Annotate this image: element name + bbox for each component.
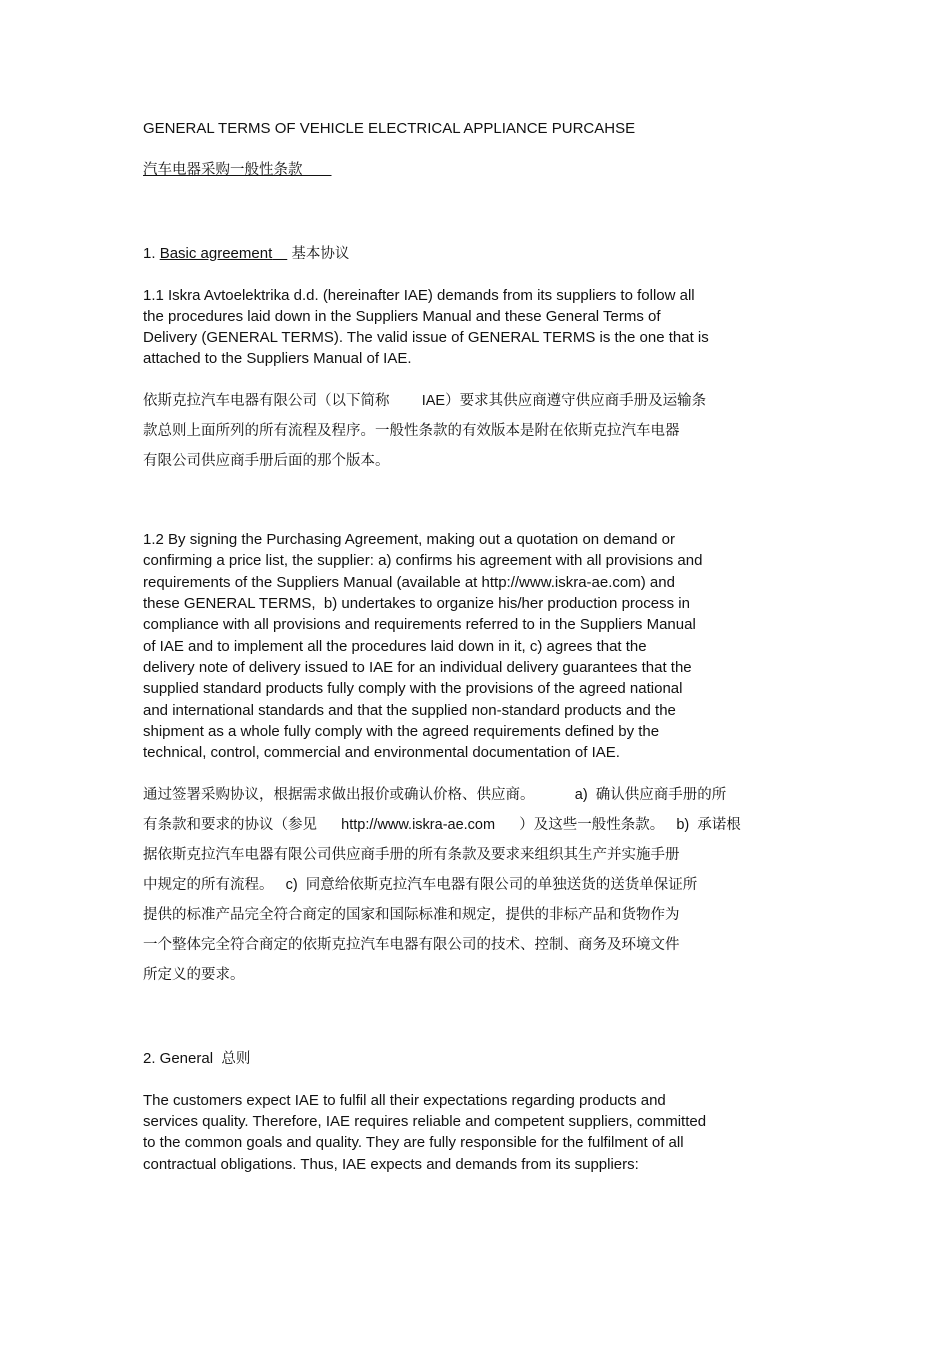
document-title-en: GENERAL TERMS OF VEHICLE ELECTRICAL APPLIANCE PURCAHSE xyxy=(143,120,636,137)
document-page: GENERAL TERMS OF VEHICLE ELECTRICAL APPLIANCE PURCAHSE 汽车电器采购一般性条款 1. Basic agreement 基本协议 1.1 Iskra Avtoelektrika d.d. (hereinafter IAE) demands from its suppliers to follow all the procedures laid down in the Suppliers Manual and these General Terms of Delivery (GENERAL TERMS). The valid issue of GENERAL TERMS is the one that is attached to the Suppliers Manual of IAE. 依斯克拉汽车电器有限公司（以下简称 IAE）要求其供应商遵守供应商手册及运输条 款总则上面所列的所有流程及程序。一般性条款的有效版本是附在依斯克拉汽车电器 有限公司供应商手册后面的那个版本。 1.2 By signing the Purchasing Agreement, making out a quotation on demand or confirming a price list, the supplier: a) confirms his agreement with all provisions and requirements of the Suppliers Manual (available at http://www.iskra-ae.com) and these GENERAL TERMS, b) undertakes to organize his/her production process in compliance with all provisions and requirements referred to in the Suppliers Manual of IAE and to implement all the procedures laid down in it, c) agrees that the delivery note of delivery issued to IAE for an individual delivery guarantees that the supplied standard products fully comply with the provisions of the agreed national and international standards and that the supplied non-standard products and the shipment as a whole fully comply with the agreed requirements defined by the technical, control, commercial and environmental documentation of IAE. 通过签署采购协议，根据需求做出报价或确认价格、供应商。 a) 确认供应商手册的所 有条款和要求的协议（参见 http://www.iskra-ae.com ）及这些一般性条款。 b) 承诺根 据依斯克拉汽车电器有限公司供应商手册的所有条款及要求来组织其生产并实施手册 中规定的所有流程。 c) 同意给依斯克拉汽车电器有限公司的单独送货的送货单保证所 提供的标准产品完全符合商定的国家和国际标准和规定，提供的非标产品和货物作为 一个整体完全符合商定的依斯克拉汽车电器有限公司的技术、控制、商务及环境文件 所定义的要求。 2. General 总则 The customers expect IAE to fulfil all their expectations regarding products and services quality. Therefore, IAE requires reliable and competent suppliers, committed to the common goals and quality. They are fully responsible for the fulfilment of all contractual obligations. Thus, IAE expects and demands from its suppliers: xyxy=(143,120,741,1173)
section-1-heading: 1. Basic agreement 基本协议 xyxy=(143,245,350,262)
document-title-cn: 汽车电器采购一般性条款 xyxy=(143,162,303,178)
section-2-heading: 2. General 总则 xyxy=(143,1050,251,1067)
